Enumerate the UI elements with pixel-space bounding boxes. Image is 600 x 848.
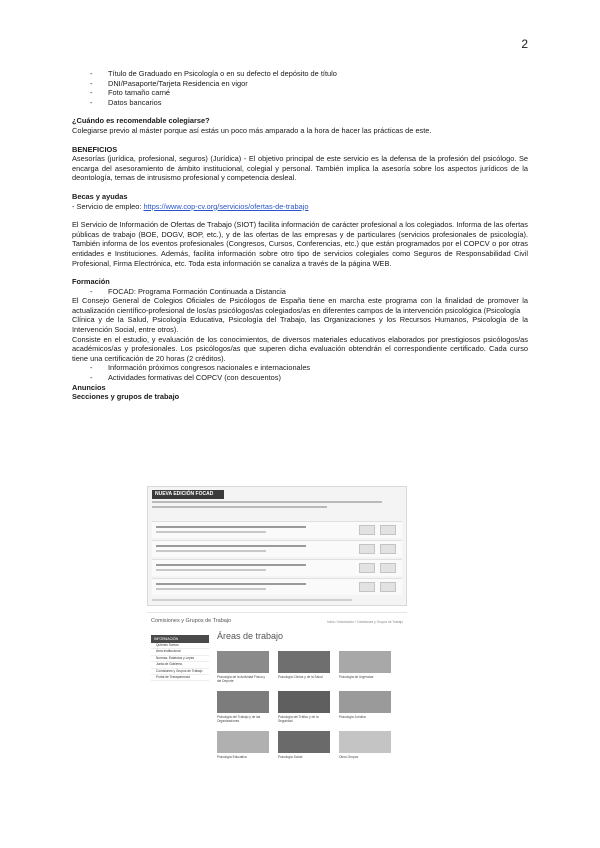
list-item: - Título de Graduado en Psicología o en su defecto el depósito de título xyxy=(90,69,337,78)
when-heading: ¿Cuándo es recomendable colegiarse? xyxy=(72,116,210,126)
sidebar-item[interactable]: Comisiones y Grupos de Trabajo xyxy=(151,669,209,675)
area-tile[interactable]: Psicología Jurídica xyxy=(339,691,391,719)
area-tile[interactable]: Otros Grupos xyxy=(339,731,391,759)
cart-icon xyxy=(380,544,396,554)
course-row xyxy=(152,521,402,538)
training-p2: Clínica y de la Salud, Psicología Educativa, Psicología del Trabajo, las Organizaciones y los Recursos Humanos, Psicología de la Intervención Social, entre otros). xyxy=(72,315,528,335)
grants-heading: Becas y ayudas xyxy=(72,191,128,201)
groups-screenshot xyxy=(147,612,407,768)
focad-banner: NUEVA EDICIÓN FOCAD xyxy=(152,490,224,499)
benefits-text: Asesorías (jurídica, profesional, seguros) (Jurídica) - El objetivo principal de este servicio es la defensa de la profesión del psicólogo. Se encarga del asesoramiento de ámbito institucional, colegial y personal. También implica la asesoría sobre los aspectos jurídicos de la deontología, temas de intrusismo profesional y competencia desleal. xyxy=(72,154,528,183)
sections-heading: Secciones y grupos de trabajo xyxy=(72,392,180,402)
siot-text: El Servicio de Información de Ofertas de Trabajo (SIOT) facilita información de carácter profesional a los colegiados. Informa de las ofertas públicas de trabajo (BOE, DOGV, BOP, etc.), y de las ofertas de las empresas y de particulares (servicios profesionales de psicología). También informa de los eventos profesionales (Congresos, Cursos, Conferencias, etc.) que están programados por el COPCV o por otras entidades e Instituciones. Además, facilita información sobre otro tipo de servicios colegiales como Seguros de Responsabilidad Civil Profesional, Firma Electrónica, etc. Toda esta información se canaliza a través de la página WEB. xyxy=(72,220,528,268)
area-tile[interactable]: Psicología Social xyxy=(278,731,330,759)
download-icon xyxy=(359,563,375,573)
list-item: - Foto tamaño carné xyxy=(90,88,171,98)
area-tile[interactable]: Psicología de la Actividad Física y del Deporte xyxy=(217,651,269,683)
groups-title: Comisiones y Grupos de Trabajo xyxy=(151,618,232,624)
sidebar-heading: INFORMACIÓN xyxy=(151,635,209,643)
breadcrumb: Inicio / Información / Comisiones y Grupos de Trabajo xyxy=(327,620,403,624)
when-text: Colegiarse previo al máster porque así estás un poco más amparado a la hora de hacer las prácticas de este. xyxy=(72,125,432,135)
cart-icon xyxy=(380,525,396,535)
area-tile[interactable]: Psicología Clínica y de la Salud xyxy=(278,651,330,679)
list-item: - DNI/Pasaporte/Tarjeta Residencia en vigor xyxy=(90,78,248,88)
cart-icon xyxy=(380,582,396,592)
groups-sidebar xyxy=(151,635,209,695)
areas-heading: Áreas de trabajo xyxy=(217,631,284,641)
page-number: 2 xyxy=(521,37,528,51)
course-row xyxy=(152,559,402,576)
sidebar-item[interactable]: Junta de Gobierno xyxy=(151,662,209,668)
list-item: - Datos bancarios xyxy=(90,97,162,107)
list-item: - Información próximos congresos nacionales e internacionales xyxy=(90,363,311,373)
download-icon xyxy=(359,544,375,554)
focad-intro-lines xyxy=(152,501,402,511)
sidebar-item[interactable]: Área Institucional xyxy=(151,649,209,655)
download-icon xyxy=(359,582,375,592)
download-icon xyxy=(359,525,375,535)
list-item: - Actividades formativas del COPCV (con descuentos) xyxy=(90,373,281,383)
sidebar-item[interactable]: Normas, Estatutos y Leyes xyxy=(151,656,209,662)
area-tile[interactable]: Psicología de Urgencias xyxy=(339,651,391,679)
sidebar-item[interactable]: Portal de Transparencia xyxy=(151,675,209,681)
ads-heading: Anuncios xyxy=(72,382,106,392)
sidebar-item[interactable]: Quiénes Somos xyxy=(151,643,209,649)
training-p3: Consiste en el estudio, y evaluación de los conocimientos, de diversos materiales educativos elaborados por prestigiosos psicólogos/as académicos/as y profesionales. Los psicólogos/as que superen dicha evaluación obtendrán el correspondiente certificado. Cada curso tiene una certificación de 20 horas (2 créditos). xyxy=(72,334,528,363)
course-row xyxy=(152,578,402,595)
course-row xyxy=(152,540,402,557)
training-heading: Formación xyxy=(72,277,110,287)
benefits-heading: BENEFICIOS xyxy=(72,144,118,154)
list-item: - FOCAD: Programa Formación Continuada a Distancia xyxy=(90,286,286,296)
employment-line: - Servicio de empleo: https://www.cop-cv.org/servicios/ofertas-de-trabajo xyxy=(72,201,309,211)
area-tile[interactable]: Psicología del Tráfico y de la Seguridad xyxy=(278,691,330,723)
training-p1: El Consejo General de Colegios Oficiales de Psicólogos de España tiene en marcha este programa con la finalidad de promover la actualización científico-profesional de los/as psicólogos/as colegiados/as en diferentes campos de la intervención psicológica (Psicología xyxy=(72,296,528,315)
area-tile[interactable]: Psicología Educativa xyxy=(217,731,269,759)
focad-screenshot xyxy=(147,486,407,606)
employment-link[interactable]: https://www.cop-cv.org/servicios/ofertas-de-trabajo xyxy=(143,201,309,211)
document-body xyxy=(72,69,528,402)
cart-icon xyxy=(380,563,396,573)
area-tile[interactable]: Psicología del Trabajo y de las Organizaciones xyxy=(217,691,269,723)
